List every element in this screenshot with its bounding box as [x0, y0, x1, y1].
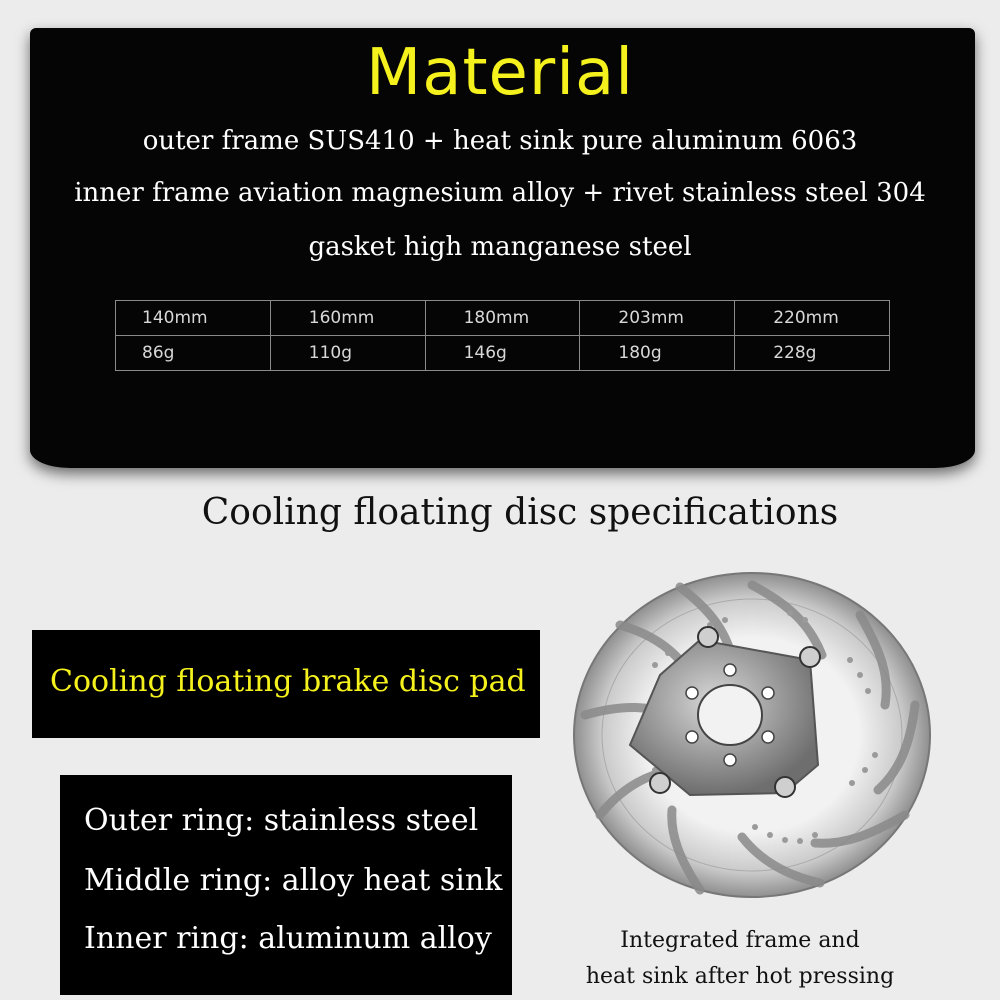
material-title: Material	[366, 36, 634, 110]
weight-cell: 228g	[735, 336, 890, 371]
product-label-box	[32, 630, 540, 738]
disc-caption-line-2: heat sink after hot pressing	[585, 964, 895, 989]
size-cell: 160mm	[270, 301, 425, 336]
size-cell: 140mm	[116, 301, 271, 336]
weight-cell: 86g	[116, 336, 271, 371]
middle-ring-text: Middle ring: alloy heat sink	[84, 863, 503, 898]
material-line-1: outer frame SUS410 + heat sink pure aluminum 6063	[142, 126, 858, 156]
spec-table	[115, 300, 890, 371]
size-cell: 220mm	[735, 301, 890, 336]
size-cell: 180mm	[425, 301, 580, 336]
material-line-3: gasket high manganese steel	[308, 232, 692, 262]
weight-cell: 180g	[580, 336, 735, 371]
ring-materials-box	[60, 775, 512, 995]
weight-row	[116, 336, 890, 371]
weight-cell: 110g	[270, 336, 425, 371]
disc-caption-line-1: Integrated frame and	[620, 928, 860, 953]
product-label: Cooling floating brake disc pad	[50, 664, 526, 699]
brake-disc-image	[560, 565, 945, 910]
outer-ring-text: Outer ring: stainless steel	[84, 803, 479, 838]
inner-ring-text: Inner ring: aluminum alloy	[84, 921, 492, 956]
size-row	[116, 301, 890, 336]
specifications-heading: Cooling floating disc specifications	[201, 492, 839, 533]
size-cell: 203mm	[580, 301, 735, 336]
weight-cell: 146g	[425, 336, 580, 371]
material-line-2: inner frame aviation magnesium alloy + rivet stainless steel 304	[74, 178, 926, 208]
